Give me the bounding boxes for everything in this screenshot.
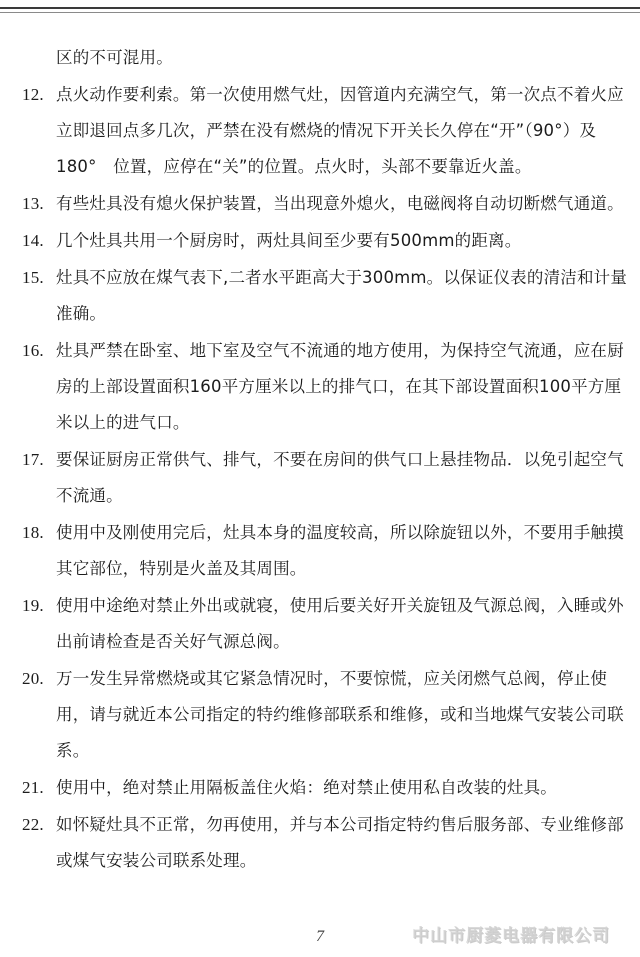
- item-number: 15.: [22, 268, 44, 287]
- list-item: [22, 260, 634, 332]
- item-number: 18.: [22, 523, 44, 542]
- header-rule: [0, 7, 640, 9]
- item-text: 点火动作要利索。第一次使用燃气灶，因管道内充满空气，第一次点不着火应立即退回点多几次，严禁在没有燃烧的情况下开关长久停在“开”（90°）及180° 位置，应停在“关”的位置。点火时，头部不要靠近火盖。: [56, 85, 624, 176]
- list-item: [22, 661, 634, 769]
- item-text: 万一发生异常燃烧或其它紧急情况时，不要惊慌，应关闭燃气总阀，停止使用，请与就近本公司指定的特约维修部联系和维修，或和当地煤气安装公司联系。: [56, 669, 624, 760]
- item-text: 灶具不应放在煤气表下,二者水平距高大于300mm。以保证仪表的清洁和计量准确。: [56, 268, 628, 323]
- item-number: 14.: [22, 231, 44, 250]
- item-text: 灶具严禁在卧室、地下室及空气不流通的地方使用，为保持空气流通，应在厨房的上部设置面积160平方厘米以上的排气口，在其下部设置面积100平方厘米以上的进气口。: [56, 341, 624, 432]
- list-item: [22, 442, 634, 514]
- continuation-line: [22, 40, 634, 76]
- item-text: 如怀疑灶具不正常，勿再使用，并与本公司指定特约售后服务部、专业维修部或煤气安装公司联系处理。: [56, 815, 624, 870]
- item-text: 有些灶具没有熄火保护装置，当出现意外熄火，电磁阀将自动切断燃气通道。: [56, 194, 624, 213]
- item-number: 13.: [22, 194, 44, 213]
- page-number: 7: [316, 928, 324, 945]
- company-watermark: 中山市厨菱电器有限公司: [412, 926, 610, 946]
- item-number: 17.: [22, 450, 44, 469]
- item-number: 19.: [22, 596, 44, 615]
- header-rule-thin: [0, 12, 640, 13]
- list-item: [22, 223, 634, 259]
- list-item: [22, 588, 634, 660]
- list-item: [22, 77, 634, 185]
- item-text: 要保证厨房正常供气、排气，不要在房间的供气口上悬挂物品．以免引起空气不流通。: [56, 450, 624, 505]
- item-number: 20.: [22, 669, 44, 688]
- item-number: 16.: [22, 341, 44, 360]
- manual-body: [22, 40, 634, 880]
- item-text: 使用中途绝对禁止外出或就寝，使用后要关好开关旋钮及气源总阀，入睡或外出前请检查是否关好气源总阀。: [56, 596, 624, 651]
- list-item: [22, 807, 634, 879]
- list-item: [22, 515, 634, 587]
- item-text: 几个灶具共用一个厨房时，两灶具间至少要有500mm的距离。: [56, 231, 522, 250]
- list-item: [22, 333, 634, 441]
- item-text: 使用中，绝对禁止用隔板盖住火焰：绝对禁止使用私自改装的灶具。: [56, 778, 557, 797]
- item-number: 22.: [22, 815, 44, 834]
- continuation-text: 区的不可混用。: [56, 48, 173, 67]
- item-number: 21.: [22, 778, 44, 797]
- list-item: [22, 770, 634, 806]
- item-text: 使用中及刚使用完后，灶具本身的温度较高，所以除旋钮以外，不要用手触摸其它部位，特别是火盖及其周围。: [56, 523, 624, 578]
- list-item: [22, 186, 634, 222]
- item-number: 12.: [22, 85, 44, 104]
